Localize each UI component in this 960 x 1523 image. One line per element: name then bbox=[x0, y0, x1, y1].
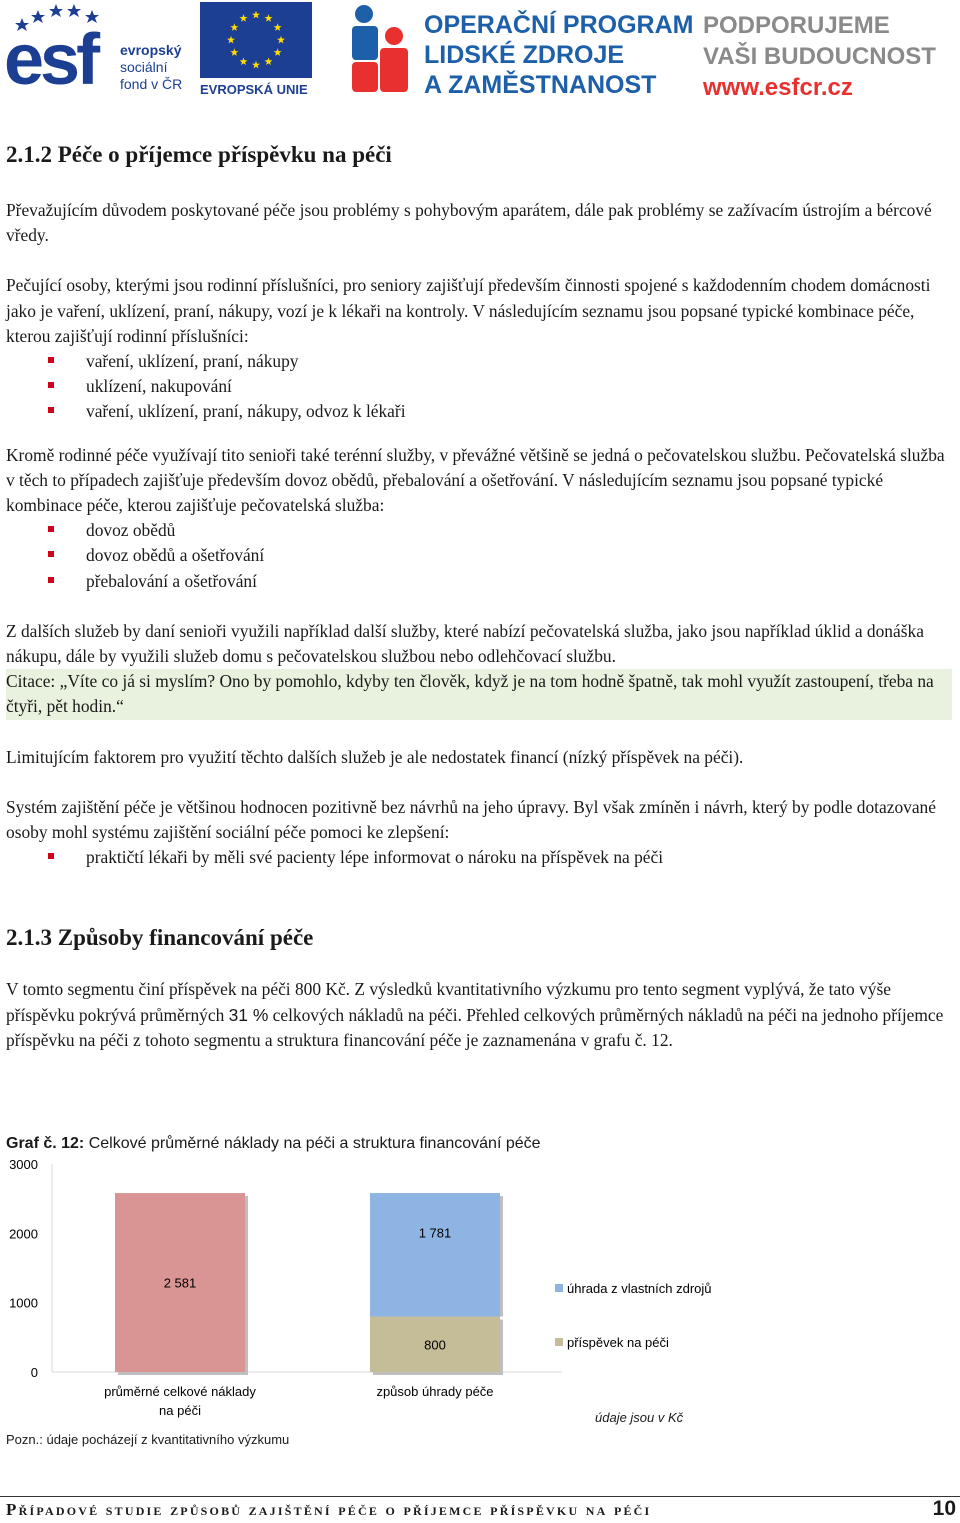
legend-swatch bbox=[555, 1284, 563, 1292]
op-line3: A ZAMĚSTNANOST bbox=[424, 71, 657, 99]
x-category-label: způsob úhrady péče bbox=[376, 1384, 494, 1399]
op-lz-text bbox=[424, 10, 693, 100]
slogan-web-link[interactable]: www.esfcr.cz bbox=[703, 74, 853, 101]
esf-line3: fond v ČR bbox=[120, 76, 183, 92]
esf-text bbox=[120, 42, 182, 93]
list-item: vaření, uklízení, praní, nákupy bbox=[86, 349, 950, 374]
x-category-label: průměrné celkové náklady bbox=[104, 1384, 256, 1399]
list-item: dovoz obědů bbox=[86, 518, 950, 543]
data-label-allowance: 800 bbox=[424, 1337, 446, 1353]
section-heading-2-1-2: 2.1.2 Péče o příjemce příspěvku na péči bbox=[6, 142, 392, 167]
legend-swatch bbox=[555, 1338, 563, 1346]
puzzle-people-icon bbox=[346, 2, 412, 96]
financing-bar-chart bbox=[0, 1154, 960, 1454]
chart-source-note: Pozn.: údaje pocházejí z kvantitativního výzkumu bbox=[6, 1432, 290, 1447]
slogan-line1: PODPORUJEME bbox=[703, 12, 890, 39]
care-service-list bbox=[86, 518, 950, 594]
esf-line2: sociální bbox=[120, 59, 168, 75]
eu-label: EVROPSKÁ UNIE bbox=[200, 82, 308, 97]
slogan bbox=[703, 10, 936, 103]
header-logos bbox=[0, 0, 960, 100]
data-label-total: 2 581 bbox=[163, 1275, 197, 1291]
esf-letters: esf bbox=[4, 20, 97, 100]
chart-title-text: Celkové průměrné náklady na péči a struktura financování péče bbox=[84, 1135, 541, 1152]
list-item: dovoz obědů a ošetřování bbox=[86, 543, 950, 568]
eu-flag-icon bbox=[200, 2, 312, 78]
bar-segment-own bbox=[370, 1193, 500, 1316]
op-line2: LIDSKÉ ZDROJE bbox=[424, 41, 625, 69]
paragraph-financing bbox=[6, 977, 950, 1053]
paragraph-family-care: Pečující osoby, kterými jsou rodinní příslušníci, pro seniory zajišťují především činnosti spojené s každodenním chodem domácnosti jako je vaření, uklízení, praní, nákupy, vozí je k lékaři na kontroly. V následujícím seznamu jsou popsané typické kombinace péče, kterou zajišťují rodinní příslušníci: bbox=[6, 275, 931, 346]
paragraph-limiting-factor: Limitujícím faktorem pro využití těchto dalších služeb je ale nedostatek financí (nízký příspěvek na péči). bbox=[6, 746, 744, 767]
financing-text-c: celkových nákladů na péči. Přehled celkových průměrných nákladů na péči na jednoho příjemce příspěvku na péči z tohoto segmentu a struktura financování péče je zaznamenána v grafu č. 12. bbox=[6, 1004, 944, 1050]
chart-unit-note: údaje jsou v Kč bbox=[595, 1410, 684, 1425]
legend-label: úhrada z vlastních zdrojů bbox=[567, 1281, 712, 1296]
paragraph-field-services: Kromě rodinné péče využívají tito senioři také terénní služby, v převážné většině se jedná o pečovatelskou službu. Pečovatelská služba v těch to případech zajišťuje především dovoz obědů, přebalování a ošetřování. V následujícím seznamu jsou popsané typické kombinace péče, kterou zajišťuje pečovatelská služba: bbox=[6, 444, 945, 516]
financing-percent: 31 % bbox=[228, 1004, 269, 1025]
paragraph-reasons: Převažujícím důvodem poskytované péče jsou problémy s pohybovým aparátem, dále pak problémy se zažívacím ústrojím a bércové vředy. bbox=[6, 200, 932, 246]
x-category-label: na péči bbox=[159, 1403, 201, 1418]
y-tick-label: 3000 bbox=[9, 1157, 38, 1172]
citation-quote: Citace: „Víte co já si myslím? Ono by pomohlo, kdyby ten člověk, když je na tom hodně špatně, tak mohl využít zastoupení, třeba na čtyři, pět hodin.“ bbox=[6, 669, 952, 719]
list-item: vaření, uklízení, praní, nákupy, odvoz k lékaři bbox=[86, 399, 950, 424]
family-care-list bbox=[86, 349, 950, 425]
eu-logo bbox=[200, 2, 312, 98]
paragraph-other-services: Z dalších služeb by daní senioři využili například další služby, které nabízí pečovatelská služba, jako jsou například úklid a donáška nákupu, dále by využili služeb domu s pečovatelskou službou nebo odlehčovací službu. bbox=[6, 620, 924, 667]
esf-line1: evropský bbox=[120, 42, 182, 58]
chart-title bbox=[6, 1134, 541, 1154]
list-item: uklízení, nakupování bbox=[86, 374, 950, 399]
y-tick-label: 0 bbox=[30, 1365, 38, 1380]
op-lz-logo bbox=[346, 2, 694, 99]
page-number: 10 bbox=[932, 1497, 956, 1520]
list-item: přebalování a ošetřování bbox=[86, 569, 950, 594]
footer-rule bbox=[0, 1496, 960, 1497]
y-tick-label: 2000 bbox=[9, 1226, 38, 1242]
list-item: praktičtí lékaři by měli své pacienty lépe informovat o nároku na příspěvek na péči bbox=[86, 845, 950, 870]
document-body bbox=[6, 140, 950, 1053]
section-heading-2-1-3: 2.1.3 Způsoby financování péče bbox=[6, 925, 314, 951]
esf-logo bbox=[4, 2, 194, 98]
y-tick-label: 1000 bbox=[9, 1295, 38, 1311]
data-label-own: 1 781 bbox=[418, 1225, 452, 1241]
improvement-list bbox=[86, 845, 950, 870]
slogan-line2: VAŠI BUDOUCNOST bbox=[703, 43, 936, 70]
op-line1: OPERAČNÍ PROGRAM bbox=[424, 11, 694, 39]
footer-title: Případové studie způsobů zajištění péče o příjemce příspěvku na péči bbox=[6, 1500, 652, 1519]
financing-text-a: V tomto segmentu činí příspěvek na péči 800 Kč. Z výsledků kvantitativního výzkumu pro tento segment vyplývá, že tato výše příspěvku pokrývá průměrných bbox=[6, 979, 891, 1025]
legend-label: příspěvek na péči bbox=[567, 1335, 669, 1350]
paragraph-system-evaluation: Systém zajištění péče je většinou hodnocen pozitivně bez návrhů na jeho úpravy. Byl však zmíněn i návrh, který by podle dotazované osoby mohl systému zajištění sociální péče pomoci ke zlepšení: bbox=[6, 796, 936, 843]
chart-title-number: Graf č. 12: bbox=[6, 1135, 85, 1152]
